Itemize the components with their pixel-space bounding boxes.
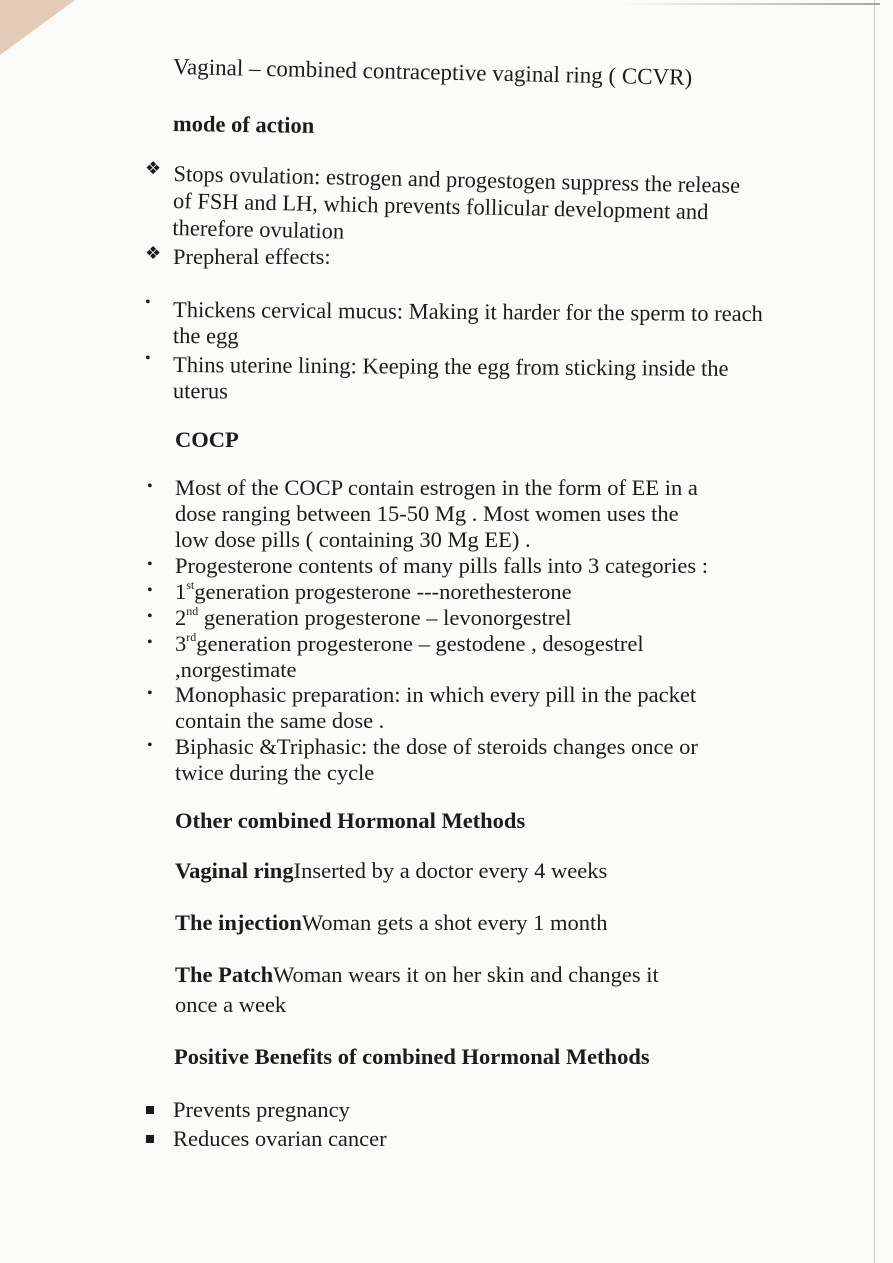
gen1-number: 1	[175, 579, 187, 604]
cocp-item-gen3-line2: ,norgestimate	[175, 657, 297, 682]
bullet-dot-icon: •	[145, 350, 151, 367]
method-vaginal-ring	[175, 858, 607, 884]
bullet-dot-icon: •	[147, 478, 153, 495]
mode-of-action-heading: mode of action	[172, 111, 315, 138]
vaginal-ring-text: Inserted by a doctor every 4 weeks	[293, 858, 608, 883]
cocp-item-estrogen-line3: low dose pills ( containing 30 Mg EE) .	[175, 527, 531, 552]
square-bullet-icon	[146, 1135, 154, 1143]
bullet-dot-icon: •	[147, 685, 153, 702]
peripheral-item-mucus: Thickens cervical mucus: Making it harder for the sperm to reach the egg	[172, 297, 763, 349]
gen3-text: generation progesterone – gestodene , desogestrel	[196, 631, 644, 656]
cocp-heading: COCP	[175, 427, 239, 452]
cocp-item-biphasic-line2: twice during the cycle	[175, 760, 375, 785]
injection-text: Woman gets a shot every 1 month	[301, 910, 608, 935]
gen3-superscript: rd	[186, 629, 197, 644]
method-injection	[175, 910, 608, 936]
method-patch	[175, 962, 659, 988]
benefit-item-pregnancy: Prevents pregnancy	[173, 1097, 350, 1122]
moa-item-peripheral: Prepheral effects:	[173, 244, 331, 269]
patch-text: Woman wears it on her skin and changes it	[273, 962, 659, 987]
cocp-item-monophasic-line1: Monophasic preparation: in which every pill in the packet	[175, 682, 697, 707]
bullet-dot-icon: •	[147, 582, 153, 599]
cocp-item-gen3	[175, 631, 644, 657]
cocp-item-estrogen-line1: Most of the COCP contain estrogen in the form of EE in a	[175, 475, 698, 500]
document-title: Vaginal – combined contraceptive vaginal ring ( CCVR)	[172, 54, 693, 90]
other-methods-heading: Other combined Hormonal Methods	[175, 808, 526, 833]
benefit-item-ovarian-cancer: Reduces ovarian cancer	[173, 1126, 387, 1151]
patch-label: The Patch	[175, 962, 274, 987]
injection-label: The injection	[175, 910, 302, 935]
cocp-item-gen2	[175, 605, 571, 631]
benefits-heading: Positive Benefits of combined Hormonal Methods	[174, 1044, 650, 1069]
page-corner-fold	[0, 0, 75, 55]
method-patch-line2: once a week	[175, 992, 287, 1017]
diamond-bullet-icon: ❖	[144, 158, 162, 179]
moa-item-ovulation: Stops ovulation: estrogen and progestogen suppress the release of FSH and LH, which prevents follicular development and therefore ovulation	[172, 161, 741, 244]
scan-edge-line	[620, 3, 880, 5]
vaginal-ring-label: Vaginal ring	[175, 858, 294, 883]
gen2-number: 2	[175, 605, 187, 630]
scan-edge-right	[874, 0, 875, 1263]
gen3-number: 3	[175, 631, 187, 656]
bullet-dot-icon: •	[147, 634, 153, 651]
gen2-text: generation progesterone – levonorgestrel	[198, 605, 572, 630]
bullet-dot-icon: •	[145, 294, 151, 311]
cocp-item-estrogen-line2: dose ranging between 15-50 Mg . Most women uses the	[175, 501, 679, 526]
gen1-superscript: st	[186, 577, 195, 592]
diamond-bullet-icon: ❖	[145, 243, 162, 263]
bullet-dot-icon: •	[147, 608, 153, 625]
cocp-item-progesterone: Progesterone contents of many pills falls into 3 categories :	[175, 553, 709, 578]
gen1-text: generation progesterone ---norethesterone	[194, 579, 572, 604]
bullet-dot-icon: •	[147, 556, 153, 573]
peripheral-item-lining: Thins uterine lining: Keeping the egg from sticking inside the uterus	[172, 352, 729, 404]
cocp-item-biphasic-line1: Biphasic &Triphasic: the dose of steroids changes once or	[175, 734, 698, 759]
bullet-dot-icon: •	[147, 737, 153, 754]
gen2-superscript: nd	[186, 603, 199, 618]
square-bullet-icon	[146, 1106, 154, 1114]
cocp-item-monophasic-line2: contain the same dose .	[175, 708, 385, 733]
cocp-item-gen1	[175, 579, 572, 605]
